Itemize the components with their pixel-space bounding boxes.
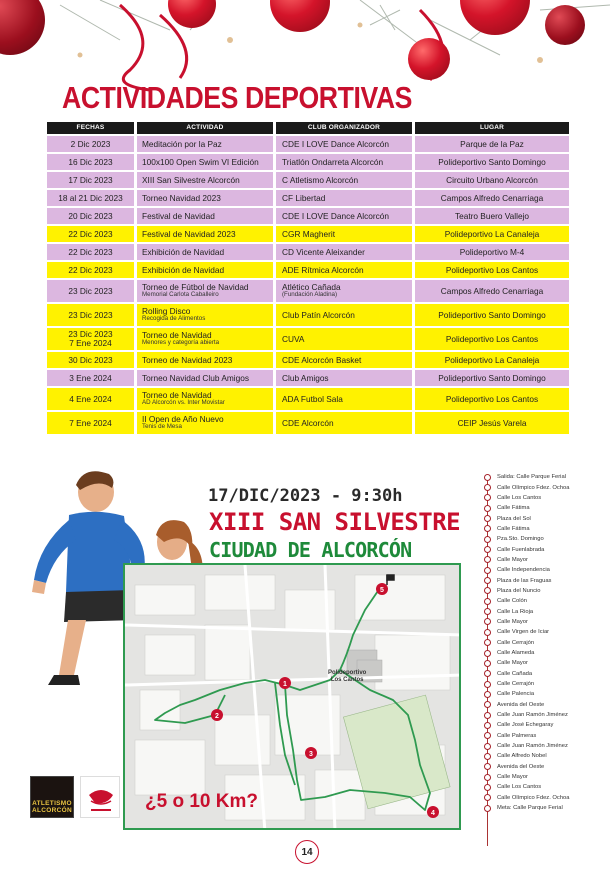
- map-marker-1-label: 1: [283, 681, 287, 688]
- table-row: [47, 136, 569, 152]
- cell-club: [276, 352, 412, 368]
- date-text: 4 Ene 2024: [69, 393, 112, 404]
- event-title: XIII SAN SILVESTRE: [209, 508, 461, 536]
- cell-date: [47, 352, 134, 368]
- activity-text: Torneo Navidad 2023: [142, 192, 221, 203]
- event-subtitle: CIUDAD DE ALCORCÓN: [209, 538, 412, 562]
- street-item: [482, 534, 612, 544]
- header-lugar: LUGAR: [415, 122, 569, 134]
- street-name: Avenida del Oeste: [497, 763, 545, 770]
- street-name: Calle Cerrajón: [497, 639, 535, 646]
- activity-text: Exhibición de Navidad: [142, 246, 225, 257]
- map-marker-2-label: 2: [215, 713, 219, 720]
- street-item: [482, 565, 612, 575]
- cell-activity: [137, 172, 273, 188]
- cell-place: [415, 172, 569, 188]
- activity-text: Exhibición de Navidad: [142, 264, 225, 275]
- route-dot-icon: [484, 494, 491, 501]
- cell-activity: [137, 370, 273, 386]
- route-dot-icon: [484, 753, 491, 760]
- street-item: [482, 575, 612, 585]
- cell-date: [47, 190, 134, 206]
- date-text: 2 Dic 2023: [70, 138, 111, 149]
- cell-place: [415, 412, 569, 434]
- activity-text: XIII San Silvestre Alcorcón: [142, 174, 240, 185]
- activity-text: Torneo de Navidad: [142, 330, 212, 341]
- date-text: 16 Dic 2023: [68, 156, 113, 167]
- route-dot-icon: [484, 784, 491, 791]
- cell-club: [276, 172, 412, 188]
- route-dot-icon: [484, 763, 491, 770]
- cell-date: [47, 280, 134, 302]
- route-dot-icon: [484, 546, 491, 553]
- cell-date: [47, 244, 134, 260]
- cell-activity: [137, 208, 273, 224]
- cell-activity: [137, 244, 273, 260]
- street-item: [482, 803, 612, 813]
- place-text: Campos Alfredo Cenarriaga: [440, 192, 544, 203]
- cell-club: [276, 262, 412, 278]
- street-name: Calle Alfredo Nobel: [497, 753, 547, 760]
- cell-place: [415, 280, 569, 302]
- street-name: Calle Palmeras: [497, 732, 537, 739]
- street-name: Calle La Rioja: [497, 608, 534, 615]
- header-actividad: ACTIVIDAD: [137, 122, 273, 134]
- cell-place: [415, 304, 569, 326]
- date-text: 7 Ene 2024: [69, 417, 112, 428]
- club-subtext: (Fundación Aladina): [282, 291, 338, 299]
- table-row: [47, 328, 569, 350]
- place-text: Polideportivo Santo Domingo: [438, 156, 546, 167]
- place-text: Polideportivo Los Cantos: [445, 264, 539, 275]
- club-text: CDE I LOVE Dance Alcorcón: [282, 210, 389, 221]
- street-name: Pza.Sto. Domingo: [497, 536, 544, 543]
- place-text: Teatro Buero Vallejo: [454, 210, 530, 221]
- club-text: CDE I LOVE Dance Alcorcón: [282, 138, 389, 149]
- cell-place: [415, 154, 569, 170]
- street-name: Plaza de las Fraguas: [497, 577, 552, 584]
- street-item: [482, 782, 612, 792]
- route-dot-icon: [484, 805, 491, 812]
- table-row: [47, 226, 569, 242]
- route-dot-icon: [484, 681, 491, 688]
- street-item: [482, 710, 612, 720]
- activity-text: Torneo de Fútbol de Navidad: [142, 282, 249, 293]
- street-item: [482, 638, 612, 648]
- place-text: Polideportivo La Canaleja: [444, 354, 540, 365]
- activity-text: Torneo de Navidad 2023: [142, 354, 233, 365]
- street-name: Calle Mayor: [497, 774, 528, 781]
- route-dot-icon: [484, 556, 491, 563]
- activity-text: Meditación por la Paz: [142, 138, 222, 149]
- club-text: CUVA: [282, 333, 305, 344]
- street-name: Plaza del Sol: [497, 515, 531, 522]
- date-text: 23 Dic 2023: [68, 309, 113, 320]
- cell-club: [276, 328, 412, 350]
- cell-date: [47, 370, 134, 386]
- event-date: 17/DIC/2023 - 9:30h: [208, 486, 403, 506]
- distance-question: ¿5 o 10 Km?: [145, 791, 258, 812]
- route-dot-icon: [484, 608, 491, 615]
- activity-subtext: Memorial Carlota Caballeiro: [142, 291, 219, 299]
- cell-club: [276, 190, 412, 206]
- table-row: [47, 388, 569, 410]
- cell-activity: [137, 328, 273, 350]
- page-title: ACTIVIDADES DEPORTIVAS: [62, 80, 413, 115]
- date-text: 30 Dic 2023: [68, 354, 113, 365]
- date-text: 22 Dic 2023: [68, 246, 113, 257]
- header-club: CLUB ORGANIZADOR: [276, 122, 412, 134]
- activity-text: Festival de Navidad 2023: [142, 228, 236, 239]
- route-dot-icon: [484, 732, 491, 739]
- cell-club: [276, 136, 412, 152]
- cell-club: [276, 304, 412, 326]
- date-text: 23 Dic 2023: [68, 329, 113, 340]
- place-text: Polideportivo Los Cantos: [445, 333, 539, 344]
- street-item: [482, 762, 612, 772]
- street-item: [482, 689, 612, 699]
- cell-club: [276, 412, 412, 434]
- street-item: [482, 482, 612, 492]
- street-item: [482, 606, 612, 616]
- activity-subtext: AD Alcorcón vs. Inter Movistar: [142, 399, 225, 407]
- activities-table: [47, 122, 569, 436]
- map-marker-3-label: 3: [309, 751, 313, 758]
- street-item: [482, 472, 612, 482]
- activity-subtext: Tenis de Mesa: [142, 423, 182, 431]
- map-label-line1: Polideportivo: [328, 670, 367, 676]
- street-name: Calle Independencia: [497, 567, 550, 574]
- club-text: ADA Futbol Sala: [282, 393, 343, 404]
- cell-place: [415, 388, 569, 410]
- cell-activity: [137, 190, 273, 206]
- page-number: 14: [295, 840, 319, 864]
- route-dot-icon: [484, 577, 491, 584]
- cell-date: [47, 208, 134, 224]
- route-dot-icon: [484, 484, 491, 491]
- cell-activity: [137, 304, 273, 326]
- route-dot-icon: [484, 639, 491, 646]
- cell-activity: [137, 388, 273, 410]
- place-text: Parque de la Paz: [460, 138, 524, 149]
- street-name: Calle Mayor: [497, 618, 528, 625]
- place-text: Circuito Urbano Alcorcón: [446, 174, 538, 185]
- route-map: [123, 563, 461, 830]
- street-item: [482, 596, 612, 606]
- activity-text: II Open de Año Nuevo: [142, 414, 224, 425]
- street-item: [482, 586, 612, 596]
- route-dot-icon: [484, 598, 491, 605]
- cell-date: [47, 412, 134, 434]
- activity-text: Torneo Navidad Club Amigos: [142, 372, 249, 383]
- activity-text: Rolling Disco: [142, 306, 191, 317]
- cell-place: [415, 370, 569, 386]
- route-dot-icon: [484, 629, 491, 636]
- club-text: Club Amigos: [282, 372, 329, 383]
- street-item: [482, 720, 612, 730]
- table-row: [47, 304, 569, 326]
- route-dot-icon: [484, 525, 491, 532]
- table-row: [47, 154, 569, 170]
- logo-text-line1: ATLETISMO: [32, 800, 72, 807]
- date-text: 18 al 21 Dic 2023: [58, 192, 123, 203]
- route-dot-icon: [484, 587, 491, 594]
- table-row: [47, 280, 569, 302]
- route-dot-icon: [484, 660, 491, 667]
- street-name: Calle Mayor: [497, 556, 528, 563]
- club-text: Triatlón Ondarreta Alcorcón: [282, 156, 384, 167]
- cell-club: [276, 280, 412, 302]
- cell-place: [415, 328, 569, 350]
- street-item: [482, 679, 612, 689]
- cell-place: [415, 352, 569, 368]
- route-dot-icon: [484, 743, 491, 750]
- cell-activity: [137, 412, 273, 434]
- route-dot-icon: [484, 536, 491, 543]
- cell-date: [47, 388, 134, 410]
- street-name: Salida: Calle Parque Ferial: [497, 474, 566, 481]
- table-row: [47, 208, 569, 224]
- table-row: [47, 262, 569, 278]
- date-text: 22 Dic 2023: [68, 264, 113, 275]
- table-row: [47, 244, 569, 260]
- date-text: 17 Dic 2023: [68, 174, 113, 185]
- place-text: CEIP Jesús Varela: [457, 417, 527, 428]
- cell-club: [276, 244, 412, 260]
- street-item: [482, 658, 612, 668]
- street-name: Calle Juan Ramón Jiménez: [497, 743, 568, 750]
- date-text-2: 7 Ene 2024: [69, 338, 112, 348]
- place-text: Campos Alfredo Cenarriaga: [440, 285, 544, 296]
- street-item: [482, 772, 612, 782]
- place-text: Polideportivo M-4: [459, 246, 525, 257]
- date-text: 20 Dic 2023: [68, 210, 113, 221]
- route-dot-icon: [484, 505, 491, 512]
- street-item: [482, 793, 612, 803]
- map-marker-4-label: 4: [431, 810, 435, 817]
- atletismo-alcorcon-logo: [30, 776, 74, 818]
- street-item: [482, 617, 612, 627]
- street-item: [482, 700, 612, 710]
- street-name: Calle Fátima: [497, 505, 530, 512]
- cell-activity: [137, 136, 273, 152]
- street-name: Avenida del Oeste: [497, 701, 545, 708]
- cell-date: [47, 136, 134, 152]
- street-name: Meta: Calle Parque Ferial: [497, 805, 563, 812]
- map-marker-5-label: 5: [380, 587, 384, 594]
- cell-date: [47, 328, 134, 350]
- street-name: Calle José Echegaray: [497, 722, 554, 729]
- street-item: [482, 503, 612, 513]
- street-name: Calle Los Cantos: [497, 784, 542, 791]
- cell-place: [415, 208, 569, 224]
- place-text: Polideportivo Los Cantos: [445, 393, 539, 404]
- street-name: Calle Colón: [497, 598, 527, 605]
- street-name: Calle Palencia: [497, 691, 535, 698]
- street-name: Calle Olímpico Fdez. Ochoa: [497, 794, 570, 801]
- activity-text: Festival de Navidad: [142, 210, 215, 221]
- street-item: [482, 524, 612, 534]
- street-name: Calle Virgen de Iciar: [497, 629, 550, 636]
- route-dot-icon: [484, 712, 491, 719]
- cell-activity: [137, 226, 273, 242]
- street-name: Calle Olímpico Fdez. Ochoa: [497, 484, 570, 491]
- street-name: Plaza del Nuncio: [497, 587, 541, 594]
- street-item: [482, 648, 612, 658]
- cell-date: [47, 154, 134, 170]
- table-row: [47, 190, 569, 206]
- activity-text: Torneo de Navidad: [142, 390, 212, 401]
- cell-club: [276, 388, 412, 410]
- route-streets-list: [482, 472, 612, 813]
- table-row: [47, 172, 569, 188]
- cell-date: [47, 226, 134, 242]
- cell-date: [47, 172, 134, 188]
- cell-activity: [137, 352, 273, 368]
- map-label-polideportivo: [328, 670, 366, 683]
- cell-place: [415, 244, 569, 260]
- table-body: [47, 136, 569, 434]
- cell-date: [47, 262, 134, 278]
- route-dot-icon: [484, 691, 491, 698]
- club-text: CDE Alcorcón: [282, 417, 334, 428]
- club-text: CD Vicente Aleixander: [282, 246, 365, 257]
- cell-activity: [137, 262, 273, 278]
- date-text: 3 Ene 2024: [69, 372, 112, 383]
- date-text: 22 Dic 2023: [68, 228, 113, 239]
- patinadores-logo: [80, 776, 120, 818]
- logo-text-line2: ALCORCÓN: [32, 806, 72, 814]
- route-dot-icon: [484, 794, 491, 801]
- route-dot-icon: [484, 774, 491, 781]
- cell-club: [276, 226, 412, 242]
- route-dot-icon: [484, 474, 491, 481]
- street-name: Calle Cañada: [497, 670, 533, 677]
- table-row: [47, 370, 569, 386]
- skate-logo-icon: [81, 777, 121, 819]
- cell-place: [415, 262, 569, 278]
- date-text: 23 Dic 2023: [68, 285, 113, 296]
- activity-subtext: Recogida de Alimentos: [142, 315, 206, 323]
- route-dot-icon: [484, 670, 491, 677]
- cell-place: [415, 226, 569, 242]
- table-row: [47, 412, 569, 434]
- club-text: CF Libertad: [282, 192, 326, 203]
- street-name: Calle Cerrajón: [497, 681, 535, 688]
- cell-activity: [137, 280, 273, 302]
- cell-club: [276, 208, 412, 224]
- cell-activity: [137, 154, 273, 170]
- route-dot-icon: [484, 515, 491, 522]
- club-text: C Atletismo Alcorcón: [282, 174, 359, 185]
- activity-text: 100x100 Open Swim VI Edición: [142, 156, 259, 167]
- place-text: Polideportivo La Canaleja: [444, 228, 540, 239]
- activity-subtext: Menores y categoría abierta: [142, 339, 220, 347]
- route-dot-icon: [484, 650, 491, 657]
- table-header: [47, 122, 569, 134]
- route-dot-icon: [484, 722, 491, 729]
- place-text: Polideportivo Santo Domingo: [438, 372, 546, 383]
- street-item: [482, 555, 612, 565]
- street-item: [482, 544, 612, 554]
- club-text: ADE Rítmica Alcorcón: [282, 264, 364, 275]
- street-item: [482, 669, 612, 679]
- cell-place: [415, 190, 569, 206]
- cell-place: [415, 136, 569, 152]
- place-text: Polideportivo Santo Domingo: [438, 309, 546, 320]
- street-item: [482, 731, 612, 741]
- street-item: [482, 751, 612, 761]
- street-name: Calle Los Cantos: [497, 494, 542, 501]
- street-name: Calle Mayor: [497, 660, 528, 667]
- street-name: Calle Fátima: [497, 525, 530, 532]
- route-dot-icon: [484, 567, 491, 574]
- street-item: [482, 513, 612, 523]
- cell-club: [276, 370, 412, 386]
- street-name: Calle Alameda: [497, 650, 535, 657]
- street-name: Calle Fuenlabrada: [497, 546, 545, 553]
- table-row: [47, 352, 569, 368]
- map-label-line2: Los Cantos: [330, 676, 364, 683]
- route-dot-icon: [484, 618, 491, 625]
- club-text: CGR Magherit: [282, 228, 336, 239]
- cell-club: [276, 154, 412, 170]
- street-item: [482, 741, 612, 751]
- club-text: Club Patín Alcorcón: [282, 309, 355, 320]
- cell-date: [47, 304, 134, 326]
- street-item: [482, 627, 612, 637]
- route-dot-icon: [484, 701, 491, 708]
- street-item: [482, 493, 612, 503]
- header-fechas: FECHAS: [47, 122, 134, 134]
- club-text: CDE Alcorcón Basket: [282, 354, 362, 365]
- street-name: Calle Juan Ramón Jiménez: [497, 712, 568, 719]
- club-text: Atlético Cañada: [282, 282, 341, 293]
